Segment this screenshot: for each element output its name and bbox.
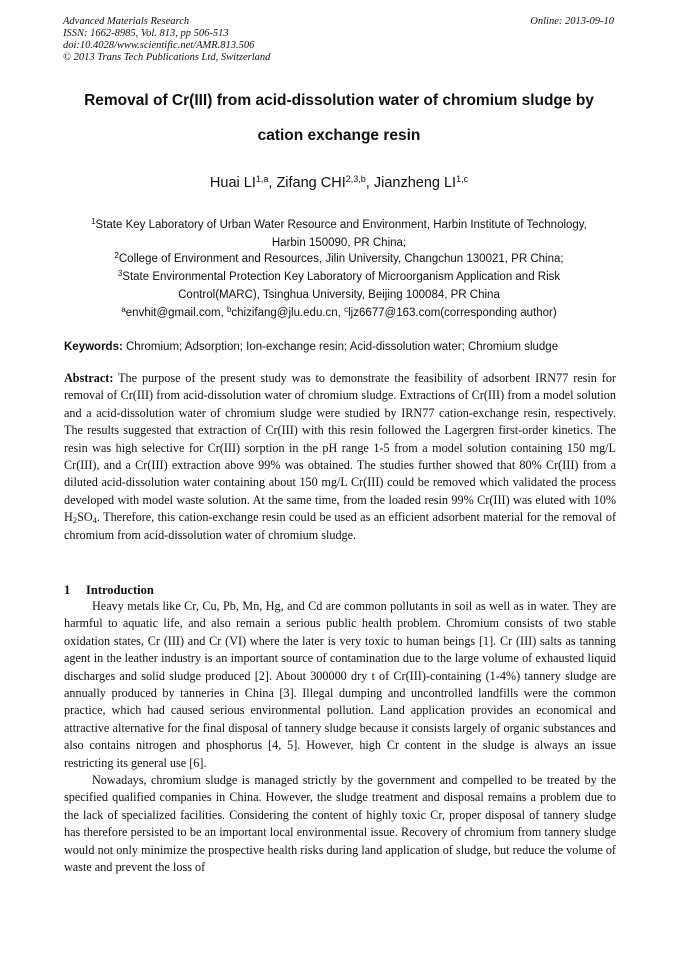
journal-header bbox=[63, 16, 270, 64]
doi-line[interactable]: doi:10.4028/www.scientific.net/AMR.813.506 bbox=[63, 40, 255, 51]
keywords-text: Chromium; Adsorption; Ion-exchange resin; Acid-dissolution water; Chromium sludge bbox=[122, 341, 559, 353]
paper-title-line-1: Removal of Cr(III) from acid-dissolution water of chromium sludge by bbox=[84, 92, 594, 109]
author-list: Huai LI$^{1,a}$, Zifang CHI$^{2,3,b}$, Jianzheng LI$^{1,c}$ bbox=[209, 174, 469, 191]
affiliation-2: $^2$College of Environment and Resources, Jilin University, Changchun 130021, PR China; bbox=[114, 251, 564, 265]
introduction-body bbox=[64, 598, 616, 877]
author-name: Huai LI bbox=[209, 175, 256, 191]
email-link[interactable]: ljz6677@163.com(corresponding author) bbox=[348, 307, 557, 319]
author-name: Jianzheng LI bbox=[373, 175, 457, 191]
paragraph: Heavy metals like Cr, Cu, Pb, Mn, Hg, and Cd are common pollutants in soil as well as in water. They are harmful to aquatic life, and also remain a serious public health problem. Chromium consists of two stable oxidation states, Cr (III) and Cr (VI) where the later is very toxic to human beings [1]. Cr (III) salts as tanning agent in the leather industry is an important source of contamination due to the large volume of exhausted liquid discharges and solid sludge produced [2]. About 300000 dry t of Cr(III)-containing (1-4%) tannery sludge are annually produced by tanneries in China [3]. Illegal dumping and uncontrolled landfills were the common practice, which had caused serious environmental pollution. Land application provides an economical and attractive alternative for the final disposal of tannery sludge because it consists largely of organic substances and also contains nitrogen and phosphorus [4, 5]. However, high Cr content in the sludge is always an issue restricting its general use [6]. bbox=[64, 599, 616, 770]
author-affiliation-mark: 1,a bbox=[255, 174, 269, 184]
online-date: Online: 2013-09-10 bbox=[530, 16, 614, 27]
abstract-label: Abstract: bbox=[64, 371, 114, 385]
email-link[interactable]: envhit@gmail.com, bbox=[125, 307, 227, 319]
keywords-label: Keywords: bbox=[64, 341, 123, 353]
author-name: Zifang CHI bbox=[276, 175, 346, 191]
paragraph: Nowadays, chromium sludge is managed strictly by the government and compelled to be treated by the specified qualified companies in China. However, the sludge treatment and disposal remains a problem due to the lack of specialized facilities. Considering the content of highly toxic Cr, proper disposal of tannery sludge has therefore persisted to be an important local environmental issue. Recovery of chromium from tannery sludge would not only minimize the prospective health risks during land application of sludge, but reduce the volume of waste and prevent the loss of bbox=[64, 773, 616, 875]
author-affiliation-mark: 2,3,b bbox=[345, 174, 366, 184]
affiliation-3: $^3$State Environmental Protection Key Laboratory of Microorganism Application and Risk bbox=[117, 269, 561, 283]
affiliation-1: $^1$State Key Laboratory of Urban Water Resource and Environment, Harbin Institute of Technology, bbox=[91, 217, 587, 231]
affiliation-3-cont: Control(MARC), Tsinghua University, Beijing 100084, PR China bbox=[178, 289, 500, 301]
author-emails: $^a$envhit@gmail.com, $^b$chizifang@jlu.edu.cn, $^c$ljz6677@163.com(corresponding author) bbox=[121, 305, 557, 319]
copyright-line: © 2013 Trans Tech Publications Ltd, Switzerland bbox=[63, 52, 271, 63]
journal-name: Advanced Materials Research bbox=[63, 16, 190, 27]
section-heading-introduction bbox=[64, 582, 154, 598]
author-affiliation-mark: 1,c bbox=[456, 174, 469, 184]
paper-title-line-2: cation exchange resin bbox=[257, 127, 421, 144]
abstract: Abstract: The purpose of the present study was to demonstrate the feasibility of adsorbent IRN77 resin for removal of Cr(III) from acid-dissolution water of chromium sludge. Extractions of Cr(III) from a model solution and a acid-dissolution water of chromium sludge were studied by IRN77 cation-exchange resin, respectively. The results suggested that extraction of Cr(III) with this resin followed the Lagergren first-order kinetics. The resin was high selective for Cr(III) sorption in the pH range 1-5 from a model solution containing 150 mg/L Cr(III), and a Cr(III) extraction above 99% was obtained. The studies further showed that 80% Cr(III) from a diluted acid-dissolution water containing about 150 mg/L Cr(III) could be removed which validated the process developed with model waste solution. At the same time, from the loaded resin 99% Cr(III) was eluted with 10% $H_2SO_4$. Therefore, this cation-exchange resin could be used as an efficient adsorbent material for the removal of chromium from acid-dissolution water of chromium sludge. bbox=[64, 371, 616, 542]
section-number: 1 bbox=[64, 583, 71, 597]
affiliation-1-cont: Harbin 150090, PR China; bbox=[271, 237, 407, 249]
keywords bbox=[64, 340, 624, 354]
email-link[interactable]: chizifang@jlu.edu.cn, bbox=[231, 307, 345, 319]
section-title: Introduction bbox=[86, 583, 154, 597]
issn-line: ISSN: 1662-8985, Vol. 813, pp 506-513 bbox=[63, 28, 229, 39]
